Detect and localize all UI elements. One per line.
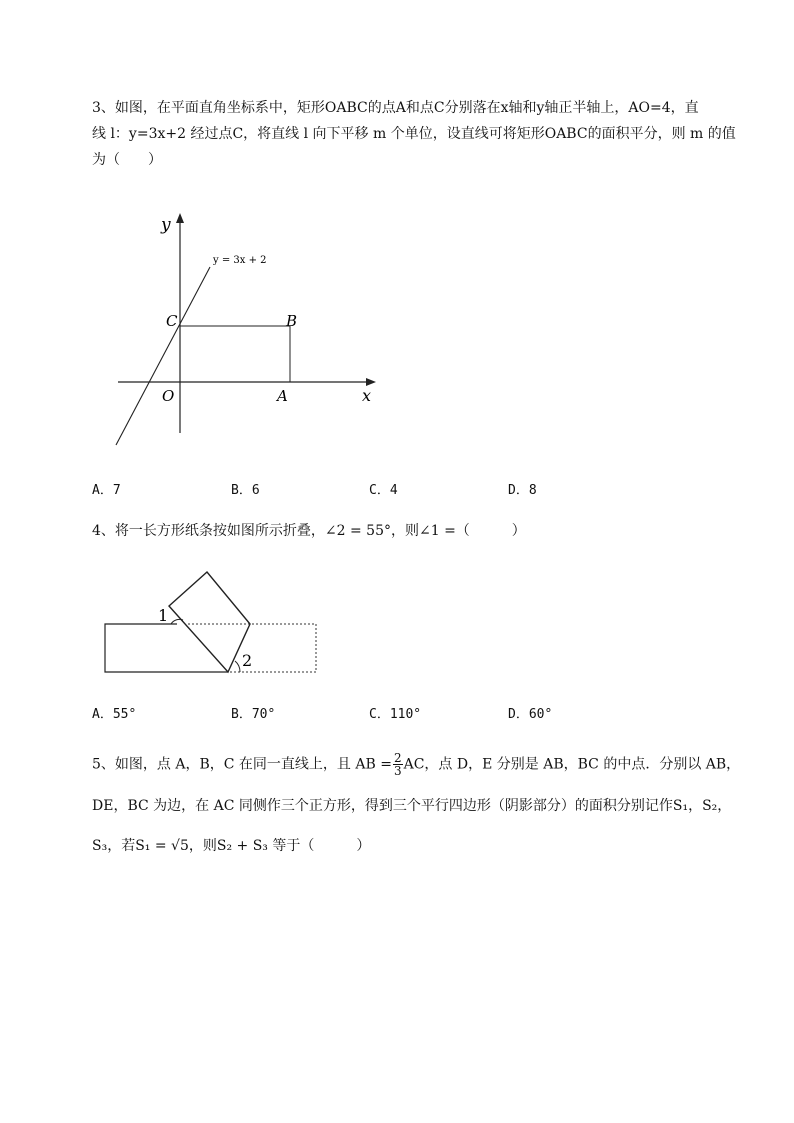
q3-label-y: y [161,215,171,235]
q4-folded-part [169,572,253,672]
q3-option-a[interactable]: A．7 [92,483,121,498]
q3-y-arrow [176,213,184,223]
q3-line-label: y = 3x + 2 [213,255,267,266]
q3-option-d[interactable]: D．8 [508,483,537,498]
q5-line1-post: AC，点 D，E 分别是 AB，BC 的中点．分别以 AB， [403,756,741,773]
q5-line1-pre: 5、如图，点 A，B，C 在同一直线上，且 AB = [92,756,392,773]
q3-label-b: B [286,312,298,330]
q5-stem-line3: S₃，若S₁ = √5，则S₂ + S₃ 等于（ ） [92,838,371,854]
q4-angle2-arc [235,661,240,672]
q3-label-x: x [362,386,372,405]
q3-option-c[interactable]: C．4 [369,483,398,498]
q5-fraction [393,752,403,777]
q3-stem-line3: 为（ ） [92,152,162,168]
q3-x-arrow [366,378,376,386]
q4-option-a[interactable]: A．55° [92,707,137,722]
q5-stem-line1 [92,752,740,777]
q3-label-a: A [277,387,288,405]
q4-strip-solid [105,624,228,672]
q3-option-b[interactable]: B．6 [231,483,260,498]
q4-option-d[interactable]: D．60° [508,707,553,722]
q4-label-2: 2 [242,651,253,670]
q4-option-c[interactable]: C．110° [369,707,422,722]
q4-option-b[interactable]: B．70° [231,707,276,722]
q3-stem-line1: 3、如图，在平面直角坐标系中，矩形OABC的点A和点C分别落在x轴和y轴正半轴上，AO=4，直 [92,100,699,116]
q3-stem-line2: 线 l：y=3x+2 经过点C，将直线 l 向下平移 m 个单位，设直线可将矩形OABC的面积平分，则 m 的值 [92,126,736,142]
q5-stem-line2: DE，BC 为边，在 AC 同侧作三个正方形，得到三个平行四边形（阴影部分）的面积分别记作S₁，S₂， [92,798,732,814]
q5-frac-num: 2 [393,751,402,765]
q3-label-o: O [162,387,175,405]
q4-label-1: 1 [158,606,169,625]
q4-stem: 4、将一长方形纸条按如图所示折叠，∠2 = 55°，则∠1 =（ ） [92,523,526,539]
q3-figure [100,205,400,455]
q3-line-l [116,267,210,445]
q3-label-c: C [166,312,178,330]
q4-figure [100,565,325,680]
q5-frac-den: 3 [393,764,402,778]
